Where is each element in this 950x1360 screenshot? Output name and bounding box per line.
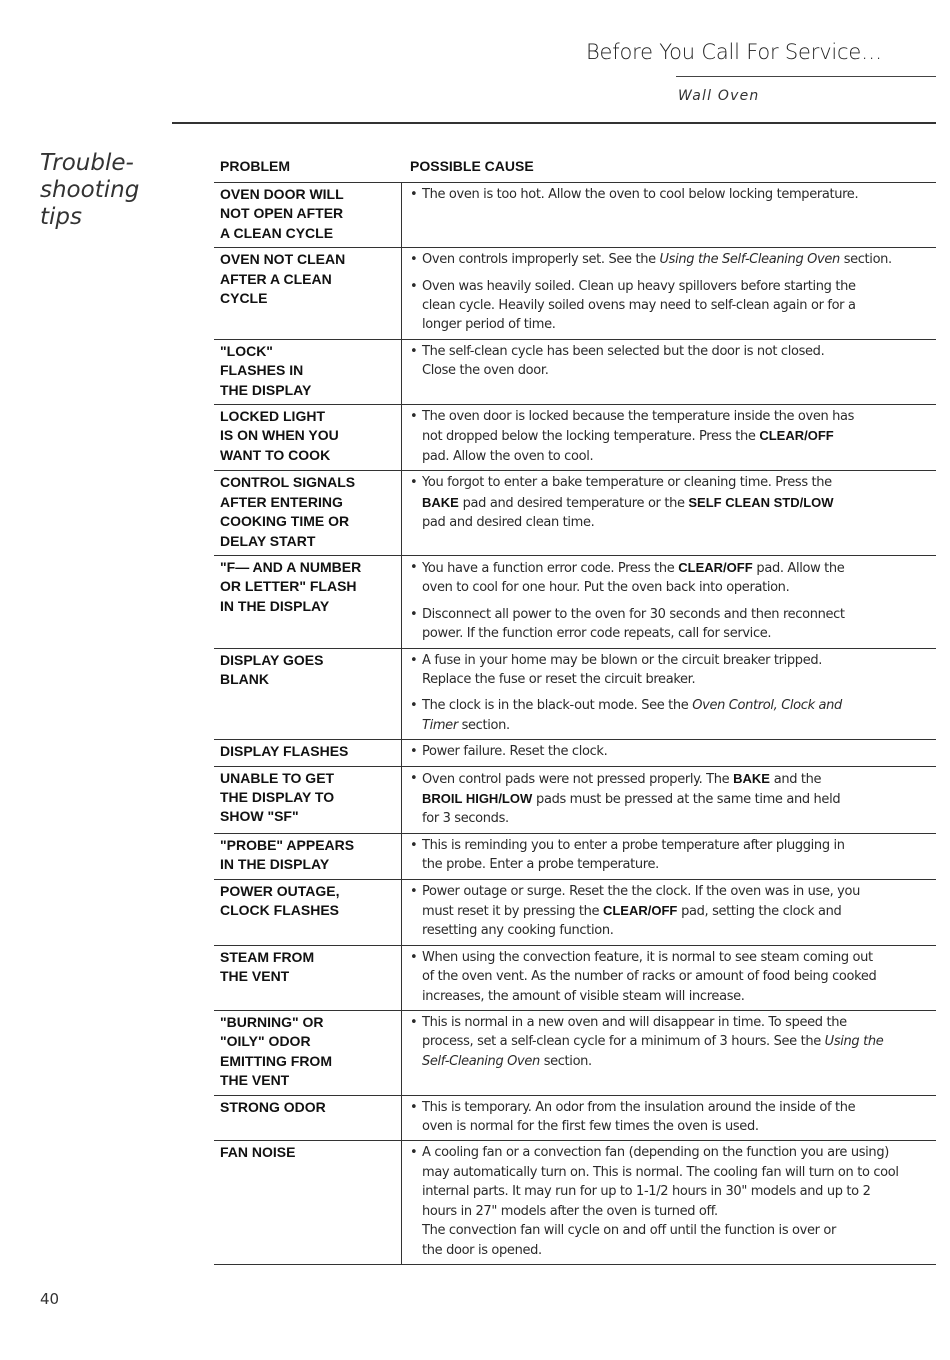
bullet-icon: • (410, 559, 418, 575)
header-divider (676, 76, 936, 77)
cause-text: section. (457, 717, 510, 733)
possible-cause-cell (402, 248, 936, 339)
cause-text: pads must be pressed at the same time and held for 3 seconds. (422, 791, 841, 827)
problem-cell: STEAM FROM THE VENT (214, 946, 402, 1010)
table-row (214, 879, 936, 945)
cause-text: Oven was heavily soiled. Clean up heavy spillovers before starting the clean cycle. Heavily soiled ovens may need to self-clean again or for a longer period of time. (422, 278, 856, 333)
page-header-title: Before You Call For Service… (586, 40, 882, 64)
cause-item (408, 250, 936, 269)
bullet-icon: • (410, 949, 418, 965)
cause-item (408, 948, 936, 1006)
problem-cell: POWER OUTAGE, CLOCK FLASHES (214, 880, 402, 945)
table-row (214, 182, 936, 247)
bullet-icon: • (410, 837, 418, 853)
cause-text: A fuse in your home may be blown or the circuit breaker tripped. Replace the fuse or reset the circuit breaker. (422, 652, 823, 687)
cause-text: The clock is in the black-out mode. See the (422, 698, 693, 714)
bullet-icon: • (410, 652, 418, 668)
possible-cause-cell (402, 1011, 936, 1095)
cause-item (408, 1098, 936, 1137)
problem-cell: "F— AND A NUMBER OR LETTER" FLASH IN THE DISPLAY (214, 556, 402, 648)
table-header (220, 158, 936, 180)
bullet-icon: • (410, 475, 418, 491)
possible-cause-cell (402, 471, 936, 555)
cause-item (408, 742, 936, 761)
cause-item (408, 407, 936, 466)
cause-item (408, 185, 936, 204)
section-reference-text: Using the Self-Cleaning Oven (422, 1034, 884, 1069)
page-number: 40 (40, 1290, 60, 1308)
problem-cell: CONTROL SIGNALS AFTER ENTERING COOKING TIME OR DELAY START (214, 471, 402, 555)
table-row (214, 339, 936, 404)
cause-text: section. (539, 1053, 592, 1069)
cause-text: The self-clean cycle has been selected but the door is not closed. Close the oven door. (422, 343, 825, 379)
bullet-icon: • (410, 252, 418, 268)
table-row (214, 833, 936, 879)
table-row (214, 555, 936, 648)
problem-cell: LOCKED LIGHT IS ON WHEN YOU WANT TO COOK (214, 405, 402, 470)
cause-text: pad, setting the clock and resetting any cooking function. (422, 904, 842, 939)
bullet-icon: • (410, 1099, 418, 1115)
problem-cell: DISPLAY GOES BLANK (214, 649, 402, 740)
cause-text: The oven is too hot. Allow the oven to cool below locking temperature. (422, 187, 859, 202)
pad-name-text: BAKE (422, 494, 459, 510)
cause-text: This is reminding you to enter a probe temperature after plugging in the probe. Enter a probe temperature. (422, 837, 845, 873)
bullet-icon: • (410, 343, 418, 359)
troubleshooting-table (214, 182, 936, 1265)
bullet-icon: • (410, 883, 418, 899)
cause-item (408, 605, 936, 644)
pad-name-text: CLEAR/OFF (678, 559, 753, 575)
possible-cause-cell (402, 183, 936, 247)
pad-name-text: CLEAR/OFF (759, 428, 834, 444)
possible-cause-cell (402, 1141, 936, 1263)
bullet-icon: • (410, 606, 418, 622)
possible-cause-cell (402, 880, 936, 945)
cause-text: When using the convection feature, it is normal to see steam coming out of the oven vent. As the number of racks or amount of food being cooked increases, the amount of visible steam will increase. (422, 949, 877, 1004)
table-row (214, 247, 936, 339)
table-row (214, 766, 936, 833)
possible-cause-cell (402, 405, 936, 470)
possible-cause-cell (402, 340, 936, 404)
page-header-subtitle: Wall Oven (678, 88, 760, 104)
possible-cause-cell (402, 1096, 936, 1141)
cause-text: You forgot to enter a bake temperature or cleaning time. Press the (422, 475, 832, 491)
problem-cell: DISPLAY FLASHES (214, 740, 402, 765)
possible-cause-cell (402, 740, 936, 765)
cause-text: and the (773, 771, 822, 787)
problem-cell: FAN NOISE (214, 1141, 402, 1263)
cause-item (408, 1143, 936, 1259)
cause-item (408, 473, 936, 532)
cause-text: A cooling fan or a convection fan (depending on the function you are using) may automatically turn on. This is normal. The cooling fan will turn on to cool internal parts. It may run for up to 1-1/2 hours in 30" models and up to 2 hours in 27" models after the oven is turned off. The convection fan will cycle on and off until the function is over or the door is opened. (422, 1145, 899, 1258)
cause-text: section. (839, 252, 892, 268)
problem-cell: "PROBE" APPEARS IN THE DISPLAY (214, 834, 402, 879)
problem-cell: OVEN DOOR WILL NOT OPEN AFTER A CLEAN CYCLE (214, 183, 402, 247)
bullet-icon: • (410, 744, 418, 760)
cause-text: The oven door is locked because the temperature inside the oven has not dropped below the locking temperature. Press the (422, 409, 855, 445)
table-row (214, 945, 936, 1010)
cause-item (408, 651, 936, 690)
bullet-icon: • (410, 770, 418, 786)
possible-cause-cell (402, 556, 936, 648)
cause-text: pad. Allow the oven to cool. (422, 448, 594, 464)
problem-cell: "BURNING" OR "OILY" ODOR EMITTING FROM THE VENT (214, 1011, 402, 1095)
table-row (214, 470, 936, 555)
cause-text: Power outage or surge. Reset the the clock. If the oven was in use, you must reset it by pressing the (422, 883, 861, 919)
possible-cause-cell (402, 834, 936, 879)
cause-item (408, 277, 936, 335)
problem-cell: OVEN NOT CLEAN AFTER A CLEAN CYCLE (214, 248, 402, 339)
cause-text: pad and desired temperature or the (458, 495, 689, 511)
table-row (214, 1140, 936, 1264)
possible-cause-cell (402, 767, 936, 833)
cause-text: Oven control pads were not pressed properly. The (422, 771, 734, 787)
cause-item (408, 342, 936, 381)
bullet-icon: • (410, 278, 418, 294)
cause-text: Disconnect all power to the oven for 30 seconds and then reconnect power. If the function error code repeats, call for service. (422, 606, 845, 642)
pad-name-text: SELF CLEAN STD/LOW (688, 494, 834, 510)
cause-item (408, 1013, 936, 1071)
cause-text: This is normal in a new oven and will disappear in time. To speed the process, set a self-clean cycle for a minimum of 3 hours. See the (422, 1015, 847, 1050)
problem-cell: STRONG ODOR (214, 1096, 402, 1141)
table-row (214, 1095, 936, 1141)
problem-cell: UNABLE TO GET THE DISPLAY TO SHOW "SF" (214, 767, 402, 833)
table-row (214, 404, 936, 470)
possible-cause-cell (402, 649, 936, 740)
problem-cell: "LOCK" FLASHES IN THE DISPLAY (214, 340, 402, 404)
cause-text: Oven controls improperly set. See the (422, 252, 660, 268)
table-row (214, 739, 936, 765)
table-row (214, 1010, 936, 1095)
column-header-problem: PROBLEM (220, 158, 290, 174)
bullet-icon: • (410, 1145, 418, 1161)
cause-item (408, 558, 936, 598)
cause-item (408, 696, 936, 735)
bullet-icon: • (410, 1015, 418, 1031)
cause-text: You have a function error code. Press the (422, 560, 679, 576)
table-row (214, 648, 936, 740)
section-side-title: Trouble- shooting tips (40, 150, 140, 230)
bullet-icon: • (410, 187, 418, 202)
section-divider (172, 122, 936, 124)
cause-text: Power failure. Reset the clock. (422, 744, 608, 760)
cause-text: pad and desired clean time. (422, 515, 595, 531)
column-header-possible-cause: POSSIBLE CAUSE (410, 158, 534, 174)
bullet-icon: • (410, 698, 418, 714)
bullet-icon: • (410, 409, 418, 425)
section-reference-text: Using the Self-Cleaning Oven (659, 252, 840, 268)
cause-item (408, 836, 936, 875)
cause-item (408, 769, 936, 829)
possible-cause-cell (402, 946, 936, 1010)
pad-name-text: BROIL HIGH/LOW (422, 790, 533, 806)
cause-text: This is temporary. An odor from the insulation around the inside of the oven is normal for the first few times the oven is used. (422, 1099, 856, 1135)
cause-text: pad. Allow the oven to cool for one hour. Put the oven back into operation. (422, 560, 845, 596)
cause-item (408, 882, 936, 941)
pad-name-text: CLEAR/OFF (602, 903, 678, 918)
pad-name-text: BAKE (733, 770, 770, 786)
section-reference-text: Oven Control, Clock and Timer (422, 698, 842, 733)
